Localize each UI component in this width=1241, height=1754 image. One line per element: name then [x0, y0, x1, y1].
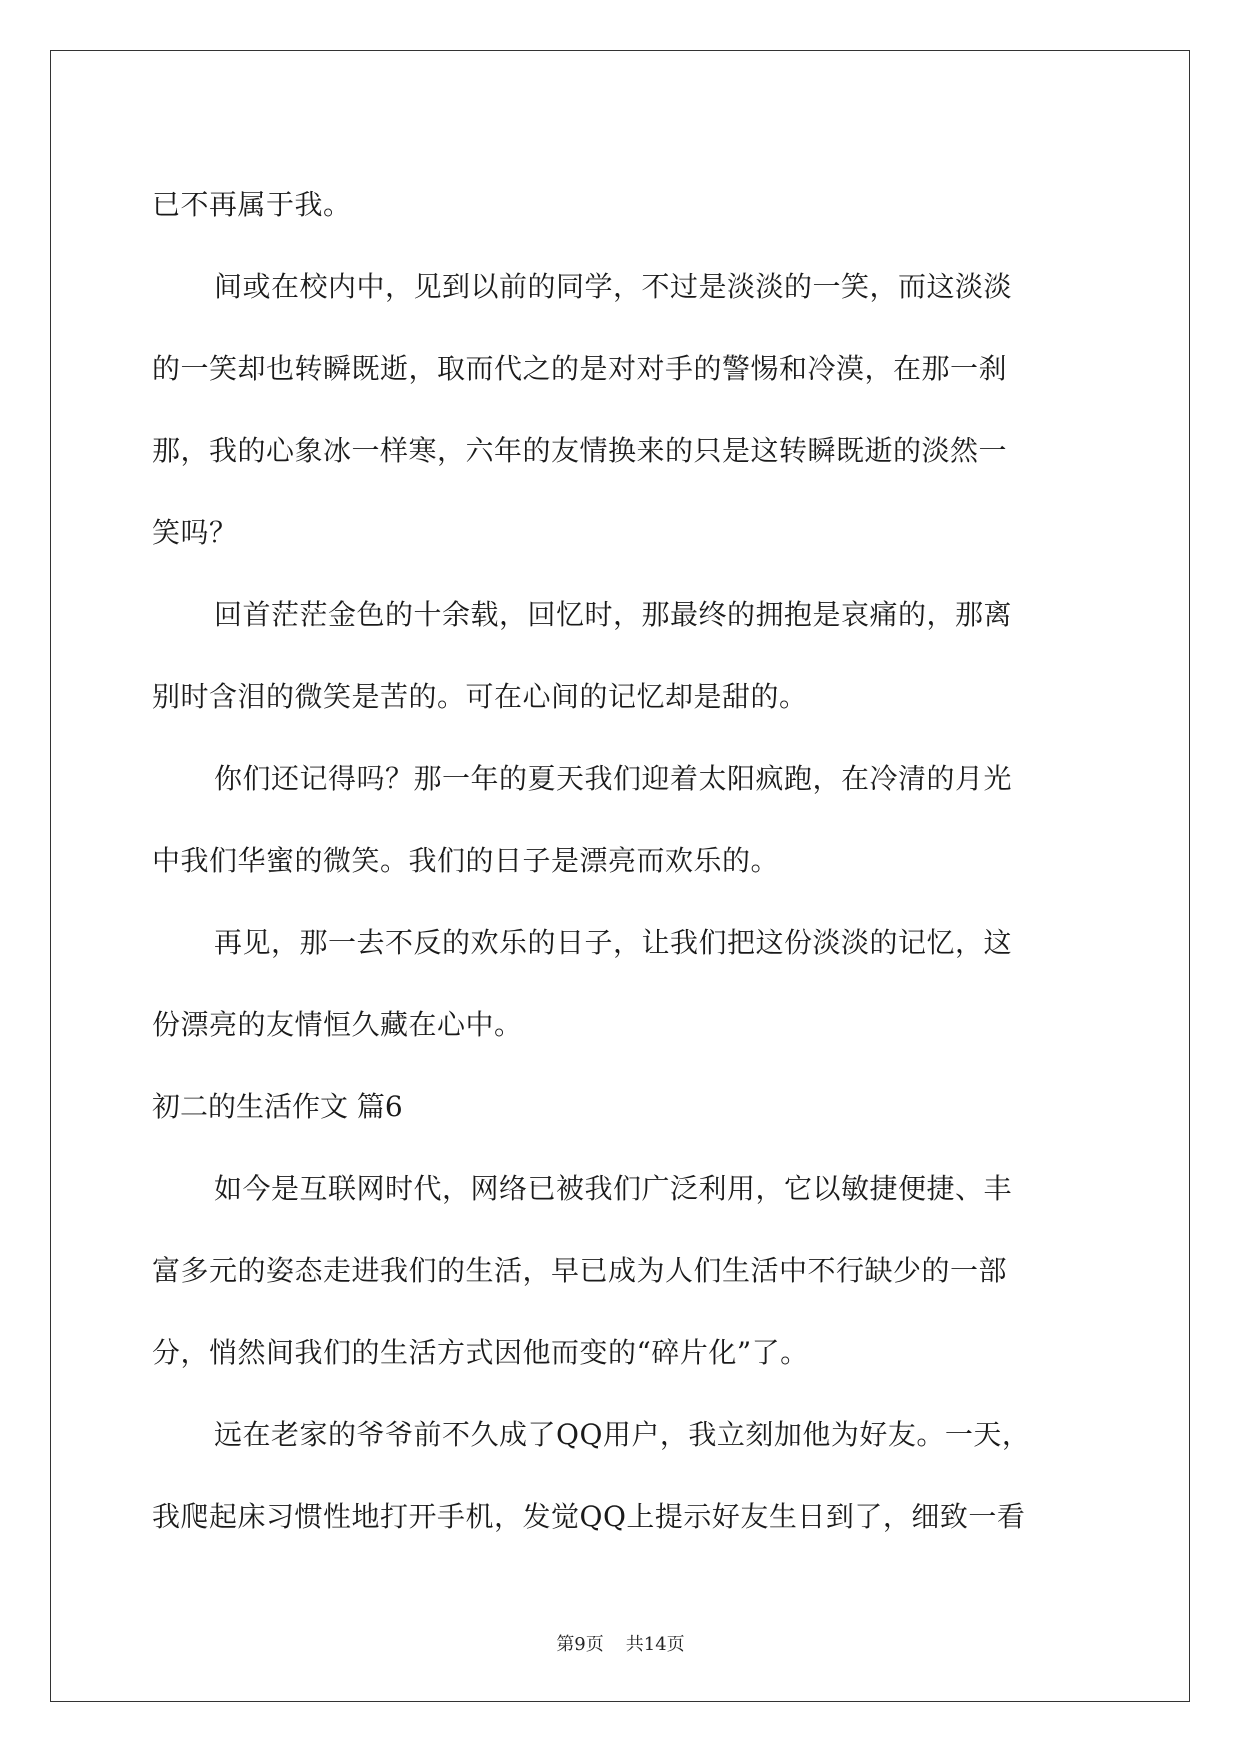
text-line: 我爬起床习惯性地打开手机，发觉QQ上提示好友生日到了，细致一看: [152, 1500, 1026, 1533]
text-line: 中我们华蜜的微笑。我们的日子是漂亮而欢乐的。: [152, 844, 780, 877]
text-line: 远在老家的爷爷前不久成了QQ用户，我立刻加他为好友。一天，: [214, 1418, 1031, 1451]
page-number: 第9页: [556, 1634, 604, 1655]
text-line: 别时含泪的微笑是苦的。可在心间的记忆却是甜的。: [152, 680, 808, 713]
text-line: 笑吗？: [152, 516, 238, 549]
text-line: 分，悄然间我们的生活方式因他而变的“碎片化”了。: [152, 1336, 809, 1369]
text-line: 那，我的心象冰一样寒，六年的友情换来的只是这转瞬既逝的淡然一: [152, 434, 1008, 467]
text-line: 份漂亮的友情恒久藏在心中。: [152, 1008, 523, 1041]
document-body: [152, 164, 1092, 1558]
text-line: 你们还记得吗？那一年的夏天我们迎着太阳疯跑，在冷清的月光: [214, 762, 1013, 795]
page-footer: [0, 1630, 1241, 1656]
text-line: 的一笑却也转瞬既逝，取而代之的是对对手的警惕和冷漠，在那一刹: [152, 352, 1008, 385]
text-line: 再见，那一去不反的欢乐的日子，让我们把这份淡淡的记忆，这: [214, 926, 1013, 959]
text-line: 已不再属于我。: [152, 188, 352, 221]
text-line: 间或在校内中，见到以前的同学，不过是淡淡的一笑，而这淡淡: [214, 270, 1013, 303]
text-line: 回首茫茫金色的十余载，回忆时，那最终的拥抱是哀痛的，那离: [214, 598, 1013, 631]
page-total: 共14页: [625, 1634, 685, 1655]
section-heading: 初二的生活作文 篇6: [152, 1090, 403, 1123]
text-line: 如今是互联网时代，网络已被我们广泛利用，它以敏捷便捷、丰: [214, 1172, 1013, 1205]
text-line: 富多元的姿态走进我们的生活，早已成为人们生活中不行缺少的一部: [152, 1254, 1008, 1287]
